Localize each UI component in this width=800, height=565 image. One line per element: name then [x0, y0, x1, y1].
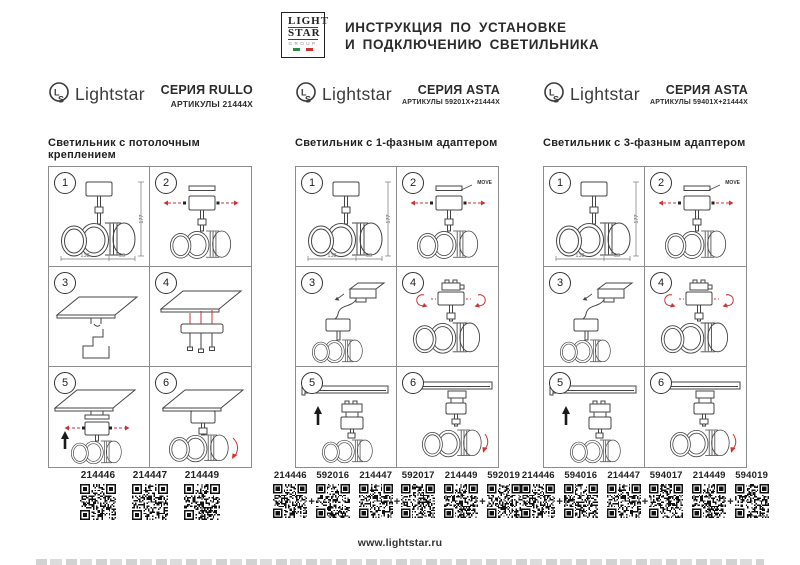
article-code: 594016	[564, 470, 598, 481]
instruction-step-5	[544, 367, 645, 467]
product	[564, 470, 598, 518]
article-code: 214447	[359, 470, 393, 481]
qr-code	[521, 484, 555, 518]
svg-text:138: 138	[575, 253, 585, 260]
article-code: 214447	[132, 470, 168, 481]
column-rullo	[48, 0, 253, 565]
instruction-step-6	[397, 367, 498, 467]
svg-text:90: 90	[118, 253, 126, 260]
qr-code	[401, 484, 435, 518]
product	[359, 470, 393, 518]
product-group	[444, 470, 520, 518]
product	[521, 470, 555, 518]
lightstar-logo-icon	[543, 82, 567, 108]
svg-text:138: 138	[327, 253, 337, 260]
svg-text:L: L	[301, 87, 307, 98]
product-group	[80, 470, 116, 520]
product-codes	[521, 470, 769, 518]
svg-text:MOVE: MOVE	[476, 180, 492, 187]
svg-text:177: 177	[634, 214, 640, 225]
instruction-step-3	[49, 267, 150, 367]
brand-wordmark: Lightstar	[75, 84, 145, 104]
column-subtitle: Светильник с 3-фазным адаптером	[543, 137, 746, 149]
column-subtitle: Светильник с 1-фазным адаптером	[295, 137, 498, 149]
plus-sign: +	[641, 496, 649, 508]
product-group	[521, 470, 597, 518]
step-number: 4	[650, 272, 672, 294]
article-code: 594019	[735, 470, 769, 481]
svg-text:S: S	[58, 94, 65, 105]
product	[692, 470, 726, 518]
qr-code	[359, 484, 393, 518]
qr-code	[80, 484, 116, 520]
step-number: 5	[301, 372, 323, 394]
svg-text:177: 177	[139, 214, 145, 225]
series-name: СЕРИЯ RULLO	[160, 83, 253, 97]
article-code: 214446	[273, 470, 307, 481]
step-number: 1	[301, 172, 323, 194]
instruction-grid	[543, 166, 747, 468]
instruction-grid	[48, 166, 252, 468]
website-url: www.lightstar.ru	[357, 537, 443, 549]
svg-text:90: 90	[613, 253, 621, 260]
product	[80, 470, 116, 520]
column-header	[295, 80, 500, 116]
step-number: 1	[549, 172, 571, 194]
step-number: 2	[155, 172, 177, 194]
instruction-step-6	[645, 367, 746, 467]
column-header	[543, 80, 748, 116]
instruction-step-4	[645, 267, 746, 367]
qr-code	[444, 484, 478, 518]
qr-code	[564, 484, 598, 518]
instruction-step-3	[544, 267, 645, 367]
qr-code	[607, 484, 641, 518]
product	[735, 470, 769, 518]
instruction-step-1	[49, 167, 150, 267]
plus-sign: +	[727, 496, 734, 508]
series-articles: АРТИКУЛЫ 21444X	[170, 99, 253, 109]
step-number: 2	[402, 172, 424, 194]
product	[316, 470, 350, 518]
svg-text:L: L	[54, 87, 60, 98]
product-group	[184, 470, 220, 520]
instruction-step-4	[150, 267, 251, 367]
product-group	[692, 470, 768, 518]
lightstar-logo-icon	[48, 82, 72, 108]
article-code: 592016	[316, 470, 350, 481]
group-logo-light: LIGHT	[288, 15, 330, 27]
qr-code	[132, 484, 168, 520]
step-number: 1	[54, 172, 76, 194]
article-code: 594017	[649, 470, 683, 481]
group-logo-star: STAR	[288, 27, 321, 39]
qr-code	[735, 484, 769, 518]
article-code: 214447	[607, 470, 641, 481]
series-block	[161, 83, 253, 109]
product	[184, 470, 220, 520]
step-number: 6	[155, 372, 177, 394]
brand-wordmark: Lightstar	[322, 84, 392, 104]
step-number: 6	[650, 372, 672, 394]
qr-code	[692, 484, 726, 518]
title-line-2: И ПОДКЛЮЧЕНИЮ СВЕТИЛЬНИКА	[345, 37, 600, 52]
series-name: СЕРИЯ ASTA	[417, 83, 500, 97]
column-subtitle: Светильник с потолочным креплением	[48, 137, 200, 161]
product	[132, 470, 168, 520]
instruction-step-2	[645, 167, 746, 267]
svg-text:177: 177	[386, 214, 392, 225]
instruction-step-5	[296, 367, 397, 467]
product	[607, 470, 641, 518]
qr-code	[316, 484, 350, 518]
product-group	[607, 470, 683, 518]
qr-code	[184, 484, 220, 520]
plus-sign: +	[479, 496, 486, 508]
instruction-step-6	[150, 367, 251, 467]
instruction-step-1	[544, 167, 645, 267]
svg-text:S: S	[553, 94, 560, 105]
instruction-step-2	[397, 167, 498, 267]
product	[273, 470, 307, 518]
plus-sign: +	[308, 496, 315, 508]
article-code: 214449	[692, 470, 726, 481]
product-codes	[48, 470, 252, 520]
series-name: СЕРИЯ ASTA	[665, 83, 748, 97]
instruction-step-5	[49, 367, 150, 467]
plus-sign: +	[556, 496, 563, 508]
product	[487, 470, 521, 518]
svg-text:MOVE: MOVE	[724, 180, 740, 187]
product	[444, 470, 478, 518]
instruction-step-2	[150, 167, 251, 267]
brand-wordmark: Lightstar	[570, 84, 640, 104]
qr-code	[273, 484, 307, 518]
product-group	[273, 470, 349, 518]
product	[401, 470, 435, 518]
step-number: 4	[155, 272, 177, 294]
series-articles: АРТИКУЛЫ 59401X+21444X	[650, 99, 748, 106]
step-number: 3	[301, 272, 323, 294]
instruction-step-4	[397, 267, 498, 367]
step-number: 6	[402, 372, 424, 394]
step-number: 5	[549, 372, 571, 394]
step-number: 5	[54, 372, 76, 394]
step-number: 3	[54, 272, 76, 294]
column-asta-1phase	[273, 0, 521, 565]
cut-off-text-strip	[36, 559, 764, 565]
svg-text:S: S	[305, 94, 312, 105]
product	[649, 470, 683, 518]
column-header	[48, 80, 253, 116]
instruction-step-3	[296, 267, 397, 367]
product-group	[359, 470, 435, 518]
step-number: 2	[650, 172, 672, 194]
svg-text:L: L	[549, 87, 555, 98]
plus-sign: +	[393, 496, 401, 508]
article-code: 214446	[521, 470, 555, 481]
svg-text:138: 138	[80, 253, 90, 260]
lightstar-logo-icon	[295, 82, 319, 108]
product-codes	[273, 470, 521, 518]
article-code: 214449	[444, 470, 478, 481]
svg-text:90: 90	[365, 253, 373, 260]
title-line-1: ИНСТРУКЦИЯ ПО УСТАНОВКЕ	[345, 20, 567, 35]
series-articles: АРТИКУЛЫ 59201X+21444X	[402, 99, 500, 106]
instruction-grid	[295, 166, 499, 468]
article-code: 592017	[401, 470, 435, 481]
qr-code	[487, 484, 521, 518]
product-group	[132, 470, 168, 520]
article-code: 214449	[184, 470, 220, 481]
qr-code	[649, 484, 683, 518]
series-block	[650, 83, 748, 106]
column-asta-3phase	[521, 0, 769, 565]
instruction-step-1	[296, 167, 397, 267]
series-block	[402, 83, 500, 106]
group-logo-group: GROUP	[288, 41, 318, 46]
step-number: 4	[402, 272, 424, 294]
article-code: 214446	[80, 470, 116, 481]
article-code: 592019	[487, 470, 521, 481]
step-number: 3	[549, 272, 571, 294]
